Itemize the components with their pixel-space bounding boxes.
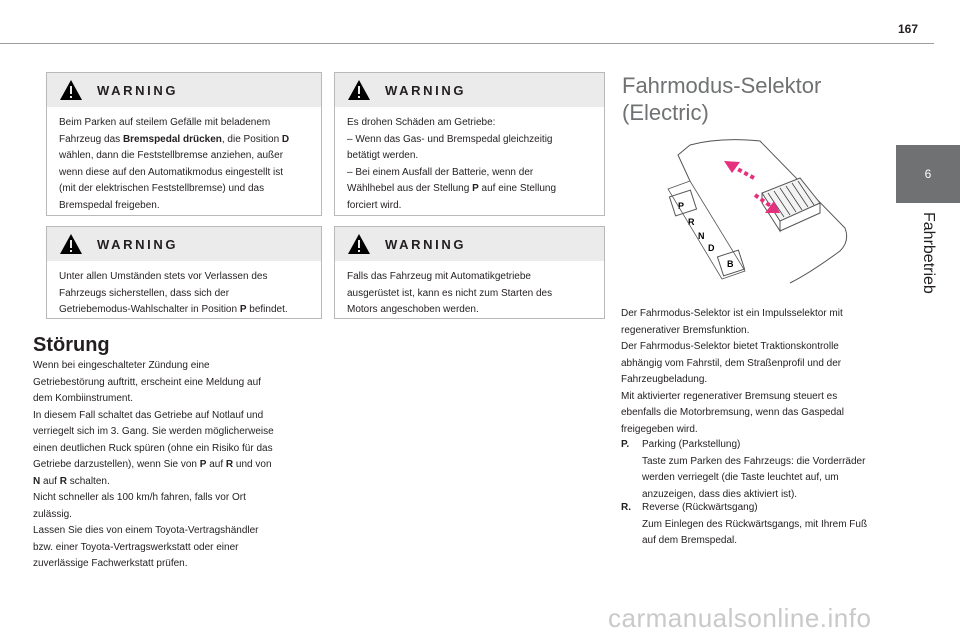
warning-triangle-icon: [59, 79, 83, 101]
warning-header: [47, 227, 321, 261]
warning-box-leave-vehicle: [46, 226, 322, 319]
header-rule: [0, 43, 934, 44]
warning-text: [47, 261, 321, 319]
warning-title: WARNING: [97, 82, 179, 98]
chapter-title: [896, 212, 960, 322]
warning-text: [335, 107, 604, 214]
gear-label-strip: [669, 190, 744, 276]
console-outline: [678, 140, 847, 283]
warning-header: [335, 73, 604, 107]
fahrmodus-intro: Der Fahrmodus-Selektor ist ein Impulsselektor mit regenerativer Bremsfunktion. Der Fahrmodus-Selektor bietet Traktionskontrolle abhängig vom Fahrstil, dem Straßenprofil und der Fahrzeugbeladung. Mit aktivierter regenerativer Bremsung steuert es ebenfalls die Motorbremsung, wenn das Gaspedal freigegeben wird.: [621, 308, 844, 435]
warning-title: WARNING: [97, 236, 179, 252]
gear-label-n: N: [698, 231, 705, 241]
gear-label-p: P: [678, 201, 685, 211]
legend-text: Parking (Parkstellung) Taste zum Parken des Fahrzeugs: die Vorderräder werden verriegelt (die Taste leuchtet auf, um anzuzeigen, dass dies aktiviert ist).: [642, 439, 866, 500]
push-arrow-up-icon: [724, 161, 754, 178]
legend-text: Reverse (Rückwärtsgang) Zum Einlegen des Rückwärtsgangs, mit Ihrem Fuß auf dem Bremspedal.: [642, 502, 868, 546]
gear-label-b: B: [727, 259, 734, 269]
chapter-title-text: Fahrbetrieb: [920, 212, 937, 294]
warning-paragraph: Es drohen Schäden am Getriebe: – Wenn das Gas- und Bremspedal gleichzeitig betätigt werden. – Bei einem Ausfall der Batterie, wenn der Wählhebel aus der Stellung P auf eine Stellung forciert wird.: [347, 117, 557, 211]
drive-mode-selector-illustration: [650, 133, 855, 285]
warning-header: [47, 73, 321, 107]
chapter-number-tab[interactable]: 6: [896, 145, 960, 203]
warning-title: WARNING: [385, 82, 467, 98]
warning-paragraph: Beim Parken auf steilem Gefälle mit beladenem Fahrzeug das Bremspedal drücken, die Position D wählen, dann die Feststellbremse anziehen, außer wenn diese auf den Automatikmodus eingestellt ist (mit der elektrischen Feststellbremse) und das Bremspedal freigeben.: [59, 117, 290, 211]
stoerung-body: Wenn bei eingeschalteter Zündung eine Getriebestörung auftritt, erscheint eine Meldung auf dem Kombiinstrument. In diesem Fall schaltet das Getriebe auf Notlauf und verriegelt sich im 3. Gang. Sie werden möglicherweise einen deutlichen Ruck spüren (ohne ein Risiko für das Getriebe darzustellen), wenn Sie von P auf R und von N auf R schalten. Nicht schneller als 100 km/h fahren, falls vor Ort zulässig. Lassen Sie dies von einem Toyota-Vertragshändler bzw. einer Toyota-Vertragswerkstatt oder einer zuverlässige Fachwerkstatt prüfen.: [33, 360, 274, 569]
gear-label-d: D: [708, 243, 715, 253]
section-title-stoerung: Störung: [33, 334, 110, 356]
warning-paragraph: Unter allen Umständen stets vor Verlassen des Fahrzeugs sicherstellen, dass sich der Getriebemodus-Wahlschalter in Position P befindet.: [59, 271, 288, 315]
warning-header: [335, 227, 604, 261]
warning-triangle-icon: [347, 79, 371, 101]
warning-paragraph: Falls das Fahrzeug mit Automatikgetriebe ausgerüstet ist, kann es nicht zum Starten des Motors angeschoben werden.: [347, 271, 553, 315]
legend-key: R.: [621, 502, 631, 513]
warning-triangle-icon: [59, 233, 83, 255]
section-title-fahrmodus: Fahrmodus-Selektor (Electric): [622, 73, 822, 125]
legend-key: P.: [621, 439, 630, 450]
watermark: carmanualsonline.info: [608, 603, 872, 633]
warning-title: WARNING: [385, 236, 467, 252]
gear-label-r: R: [688, 217, 695, 227]
warning-triangle-icon: [347, 233, 371, 255]
warning-box-parking-slope: [46, 72, 322, 216]
warning-text: [335, 261, 604, 319]
page-number: 167: [897, 22, 918, 36]
warning-text: [47, 107, 321, 214]
warning-box-gearbox-damage: [334, 72, 605, 216]
warning-box-push-start: [334, 226, 605, 319]
